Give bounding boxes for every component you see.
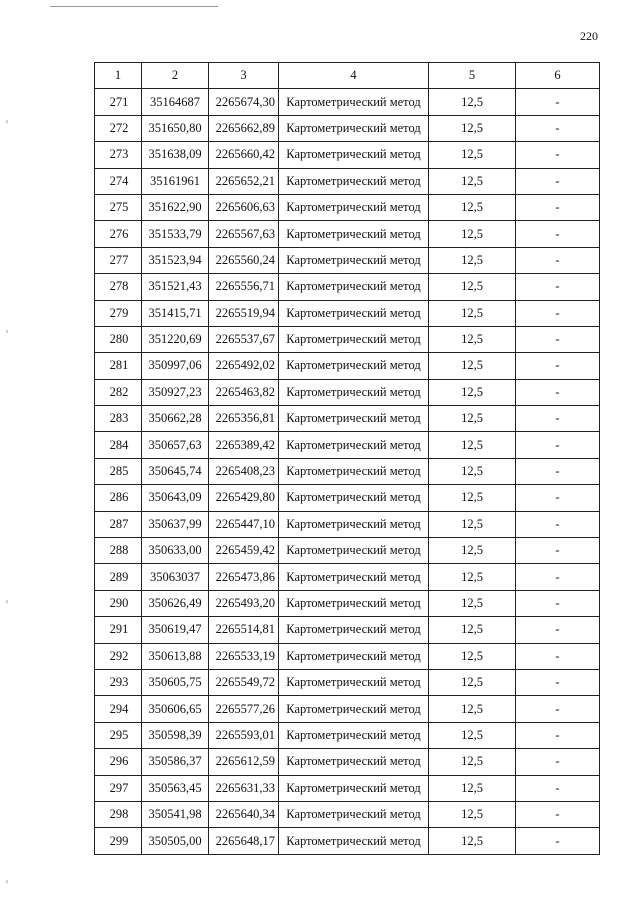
table-cell: 350613,88 xyxy=(142,643,209,669)
table-cell: 12,5 xyxy=(429,564,516,590)
table-cell: 12,5 xyxy=(429,590,516,616)
table-cell: 2265674,30 xyxy=(209,89,279,115)
table-cell: 12,5 xyxy=(429,274,516,300)
table-row xyxy=(95,432,600,458)
table-cell: - xyxy=(516,538,600,564)
table-cell: - xyxy=(516,300,600,326)
table-cell: 297 xyxy=(95,775,142,801)
table-cell: 292 xyxy=(95,643,142,669)
table-cell: Картометрический метод xyxy=(279,696,429,722)
table-row xyxy=(95,643,600,669)
table-cell: 273 xyxy=(95,142,142,168)
table-cell: 350626,49 xyxy=(142,590,209,616)
table-cell: 296 xyxy=(95,749,142,775)
table-cell: 2265492,02 xyxy=(209,353,279,379)
table-cell: 290 xyxy=(95,590,142,616)
table-row xyxy=(95,353,600,379)
table-cell: 2265408,23 xyxy=(209,458,279,484)
table-row xyxy=(95,538,600,564)
table-cell: 282 xyxy=(95,379,142,405)
table-cell: 12,5 xyxy=(429,247,516,273)
table-cell: 12,5 xyxy=(429,801,516,827)
table-cell: 12,5 xyxy=(429,326,516,352)
table-row xyxy=(95,564,600,590)
table-cell: 2265537,67 xyxy=(209,326,279,352)
table-cell: 12,5 xyxy=(429,221,516,247)
table-cell: - xyxy=(516,511,600,537)
table-cell: Картометрический метод xyxy=(279,485,429,511)
table-row xyxy=(95,142,600,168)
table-row xyxy=(95,696,600,722)
table-cell: - xyxy=(516,801,600,827)
table-cell: - xyxy=(516,775,600,801)
table-cell: 2265648,17 xyxy=(209,828,279,854)
table-cell: 2265549,72 xyxy=(209,669,279,695)
table-cell: 35161961 xyxy=(142,168,209,194)
table-cell: 350605,75 xyxy=(142,669,209,695)
table-cell: 12,5 xyxy=(429,669,516,695)
table-row xyxy=(95,511,600,537)
table-cell: 284 xyxy=(95,432,142,458)
table-cell: 295 xyxy=(95,722,142,748)
table-cell: 350586,37 xyxy=(142,749,209,775)
table-cell: 12,5 xyxy=(429,353,516,379)
table-cell: 288 xyxy=(95,538,142,564)
table-cell: Картометрический метод xyxy=(279,432,429,458)
table-cell: 275 xyxy=(95,194,142,220)
page-number: 220 xyxy=(580,29,598,43)
column-header: 5 xyxy=(429,63,516,89)
table-cell: Картометрический метод xyxy=(279,221,429,247)
table-cell: 280 xyxy=(95,326,142,352)
table-cell: 278 xyxy=(95,274,142,300)
table-cell: - xyxy=(516,353,600,379)
table-cell: 12,5 xyxy=(429,749,516,775)
table-cell: - xyxy=(516,194,600,220)
table-cell: Картометрический метод xyxy=(279,538,429,564)
table-cell: 294 xyxy=(95,696,142,722)
table-cell: 12,5 xyxy=(429,142,516,168)
table-cell: 12,5 xyxy=(429,643,516,669)
table-cell: Картометрический метод xyxy=(279,353,429,379)
column-header: 6 xyxy=(516,63,600,89)
table-cell: 12,5 xyxy=(429,696,516,722)
table-cell: 2265577,26 xyxy=(209,696,279,722)
table-cell: 281 xyxy=(95,353,142,379)
column-header: 4 xyxy=(279,63,429,89)
table-cell: 291 xyxy=(95,617,142,643)
table-cell: - xyxy=(516,590,600,616)
table-cell: 299 xyxy=(95,828,142,854)
table-cell: 351521,43 xyxy=(142,274,209,300)
column-header: 3 xyxy=(209,63,279,89)
table-cell: 2265567,63 xyxy=(209,221,279,247)
table-cell: 2265556,71 xyxy=(209,274,279,300)
table-cell: Картометрический метод xyxy=(279,300,429,326)
table-cell: 12,5 xyxy=(429,406,516,432)
table-cell: 293 xyxy=(95,669,142,695)
table-cell: Картометрический метод xyxy=(279,643,429,669)
table-cell: 350563,45 xyxy=(142,775,209,801)
table-cell: 2265514,81 xyxy=(209,617,279,643)
table-cell: 2265463,82 xyxy=(209,379,279,405)
table-cell: 12,5 xyxy=(429,432,516,458)
table-cell: 351533,79 xyxy=(142,221,209,247)
table-row xyxy=(95,617,600,643)
table-cell: - xyxy=(516,564,600,590)
table-row xyxy=(95,749,600,775)
table-cell: 271 xyxy=(95,89,142,115)
table-cell: 2265660,42 xyxy=(209,142,279,168)
scan-mark xyxy=(6,600,8,603)
table-cell: 350643,09 xyxy=(142,485,209,511)
table-cell: 2265560,24 xyxy=(209,247,279,273)
table-cell: Картометрический метод xyxy=(279,511,429,537)
table-row xyxy=(95,801,600,827)
table-cell: 351220,69 xyxy=(142,326,209,352)
table-cell: 279 xyxy=(95,300,142,326)
table-cell: 350927,23 xyxy=(142,379,209,405)
table-cell: Картометрический метод xyxy=(279,828,429,854)
table-row xyxy=(95,247,600,273)
table-row xyxy=(95,300,600,326)
table-cell: - xyxy=(516,458,600,484)
scan-mark xyxy=(6,880,8,883)
table-row xyxy=(95,458,600,484)
table-cell: Картометрический метод xyxy=(279,669,429,695)
table-cell: - xyxy=(516,617,600,643)
table-cell: 2265519,94 xyxy=(209,300,279,326)
table-cell: 2265473,86 xyxy=(209,564,279,590)
top-rule xyxy=(50,6,218,7)
table-cell: 351523,94 xyxy=(142,247,209,273)
table-row xyxy=(95,775,600,801)
table-cell: Картометрический метод xyxy=(279,194,429,220)
column-header: 2 xyxy=(142,63,209,89)
table-cell: - xyxy=(516,379,600,405)
table-cell: 283 xyxy=(95,406,142,432)
table-cell: Картометрический метод xyxy=(279,406,429,432)
table-cell: 350598,39 xyxy=(142,722,209,748)
table-row xyxy=(95,221,600,247)
column-header: 1 xyxy=(95,63,142,89)
table-cell: 12,5 xyxy=(429,379,516,405)
table-cell: Картометрический метод xyxy=(279,749,429,775)
table-cell: 351638,09 xyxy=(142,142,209,168)
table-cell: 2265606,63 xyxy=(209,194,279,220)
table-cell: Картометрический метод xyxy=(279,801,429,827)
table-row xyxy=(95,194,600,220)
table-cell: - xyxy=(516,749,600,775)
table-cell: - xyxy=(516,247,600,273)
table-cell: - xyxy=(516,221,600,247)
table-cell: 274 xyxy=(95,168,142,194)
table-cell: 12,5 xyxy=(429,511,516,537)
table-cell: - xyxy=(516,669,600,695)
table-cell: 351415,71 xyxy=(142,300,209,326)
table-cell: - xyxy=(516,142,600,168)
table-cell: 350541,98 xyxy=(142,801,209,827)
table-cell: Картометрический метод xyxy=(279,379,429,405)
table-cell: 12,5 xyxy=(429,485,516,511)
table-header-row xyxy=(95,63,600,89)
table-cell: 285 xyxy=(95,458,142,484)
table-cell: 350657,63 xyxy=(142,432,209,458)
table-cell: 277 xyxy=(95,247,142,273)
table-cell: Картометрический метод xyxy=(279,617,429,643)
scan-mark xyxy=(6,330,8,333)
table-row xyxy=(95,168,600,194)
table-cell: Картометрический метод xyxy=(279,115,429,141)
table-row xyxy=(95,379,600,405)
table-cell: - xyxy=(516,432,600,458)
table-cell: 351650,80 xyxy=(142,115,209,141)
table-cell: Картометрический метод xyxy=(279,458,429,484)
table-row xyxy=(95,722,600,748)
table-cell: Картометрический метод xyxy=(279,89,429,115)
table-row xyxy=(95,590,600,616)
table-cell: 2265447,10 xyxy=(209,511,279,537)
table-cell: Картометрический метод xyxy=(279,142,429,168)
table-cell: 2265356,81 xyxy=(209,406,279,432)
table-cell: 35164687 xyxy=(142,89,209,115)
table-cell: 12,5 xyxy=(429,89,516,115)
table-cell: - xyxy=(516,326,600,352)
table-row xyxy=(95,326,600,352)
table-cell: - xyxy=(516,485,600,511)
table-cell: 350505,00 xyxy=(142,828,209,854)
table-row xyxy=(95,406,600,432)
scan-mark xyxy=(6,120,8,123)
table-cell: 12,5 xyxy=(429,617,516,643)
table-row xyxy=(95,485,600,511)
table-cell: - xyxy=(516,115,600,141)
table-cell: 12,5 xyxy=(429,115,516,141)
table-cell: Картометрический метод xyxy=(279,168,429,194)
table-cell: 351622,90 xyxy=(142,194,209,220)
table-row xyxy=(95,89,600,115)
table-cell: 289 xyxy=(95,564,142,590)
table-cell: Картометрический метод xyxy=(279,722,429,748)
table-body xyxy=(95,89,600,854)
table-cell: 350619,47 xyxy=(142,617,209,643)
table-cell: 286 xyxy=(95,485,142,511)
table-cell: 2265493,20 xyxy=(209,590,279,616)
table-cell: Картометрический метод xyxy=(279,274,429,300)
table-cell: 350645,74 xyxy=(142,458,209,484)
table-cell: 2265533,19 xyxy=(209,643,279,669)
table-cell: - xyxy=(516,89,600,115)
table-cell: 2265652,21 xyxy=(209,168,279,194)
table-cell: 2265662,89 xyxy=(209,115,279,141)
coordinates-table xyxy=(94,62,600,855)
table-cell: 350997,06 xyxy=(142,353,209,379)
table-cell: - xyxy=(516,696,600,722)
table-cell: Картометрический метод xyxy=(279,247,429,273)
table-cell: Картометрический метод xyxy=(279,326,429,352)
table-cell: 35063037 xyxy=(142,564,209,590)
table-cell: 12,5 xyxy=(429,828,516,854)
table-cell: 12,5 xyxy=(429,194,516,220)
table-row xyxy=(95,115,600,141)
table-cell: 12,5 xyxy=(429,722,516,748)
table-cell: - xyxy=(516,828,600,854)
table-cell: 12,5 xyxy=(429,300,516,326)
table-cell: - xyxy=(516,722,600,748)
table-cell: Картометрический метод xyxy=(279,775,429,801)
table-cell: Картометрический метод xyxy=(279,590,429,616)
table-cell: - xyxy=(516,274,600,300)
table-cell: 2265593,01 xyxy=(209,722,279,748)
table-cell: 276 xyxy=(95,221,142,247)
table-cell: 12,5 xyxy=(429,538,516,564)
table-row xyxy=(95,274,600,300)
table-cell: 350633,00 xyxy=(142,538,209,564)
table-cell: 2265459,42 xyxy=(209,538,279,564)
table-cell: 2265631,33 xyxy=(209,775,279,801)
table-cell: - xyxy=(516,168,600,194)
table-cell: - xyxy=(516,643,600,669)
table-cell: 2265389,42 xyxy=(209,432,279,458)
table-cell: 12,5 xyxy=(429,775,516,801)
table-row xyxy=(95,669,600,695)
table-cell: 350662,28 xyxy=(142,406,209,432)
table-cell: 350606,65 xyxy=(142,696,209,722)
table-cell: 287 xyxy=(95,511,142,537)
table-cell: 2265429,80 xyxy=(209,485,279,511)
table-cell: 2265640,34 xyxy=(209,801,279,827)
table-cell: 350637,99 xyxy=(142,511,209,537)
table-cell: - xyxy=(516,406,600,432)
table-row xyxy=(95,828,600,854)
table-cell: 272 xyxy=(95,115,142,141)
table-cell: Картометрический метод xyxy=(279,564,429,590)
table-cell: 12,5 xyxy=(429,168,516,194)
table-cell: 12,5 xyxy=(429,458,516,484)
table-cell: 2265612,59 xyxy=(209,749,279,775)
table-cell: 298 xyxy=(95,801,142,827)
